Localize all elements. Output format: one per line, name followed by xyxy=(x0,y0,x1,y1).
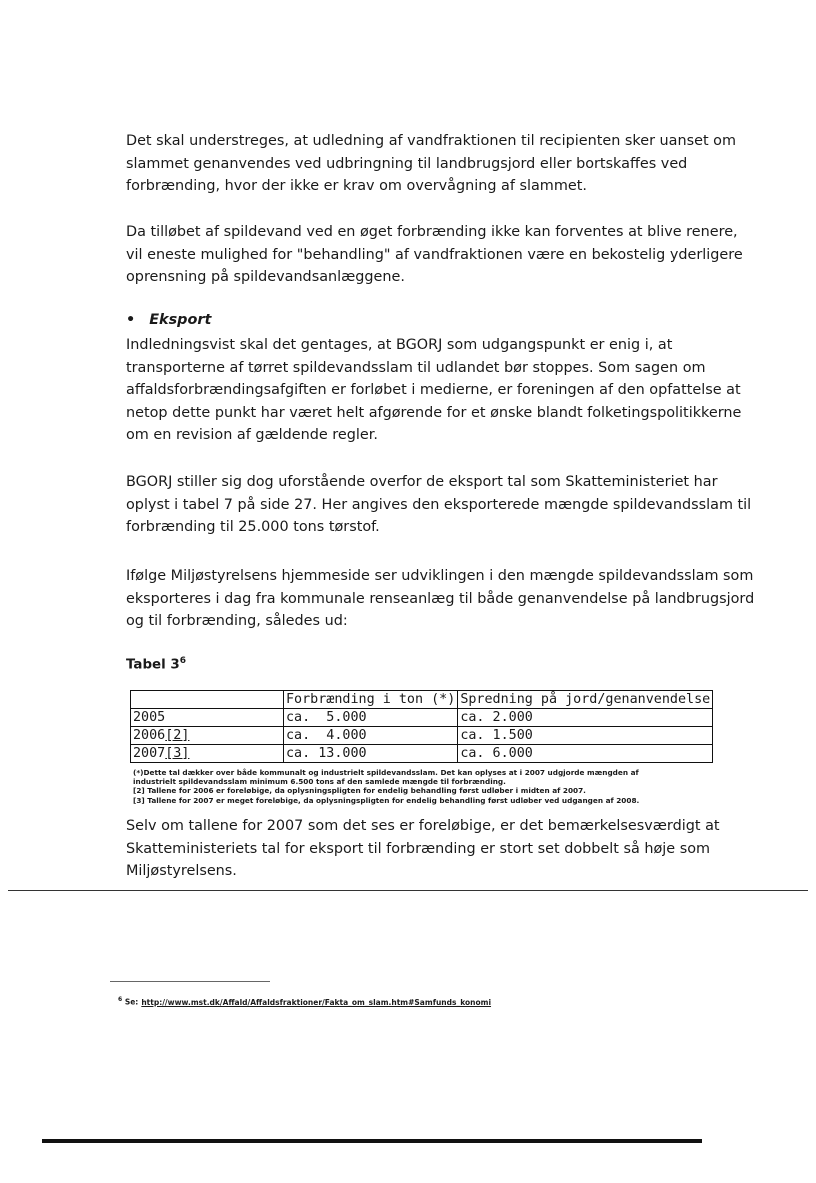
paragraph-mst-website xyxy=(126,565,755,633)
text-line: oprensning på spildevandsanlæggene. xyxy=(126,269,405,286)
table-cell-burn: ca. 5.000 xyxy=(284,709,458,727)
year-value: 2006 xyxy=(133,728,166,743)
table-notes xyxy=(133,768,693,805)
text-line: forbrænding til 25.000 tons tørstof. xyxy=(126,519,380,536)
table-header-cell: Forbrænding i ton (*) xyxy=(284,691,458,709)
text-line: BGORJ stiller sig dog uforstående overfor de eksport tal som Skatteministeriet har xyxy=(126,474,718,490)
footnote-separator xyxy=(110,981,270,982)
table-cell-spread: ca. 1.500 xyxy=(458,727,713,745)
footnote-marker: 6 xyxy=(118,996,123,1003)
footnote-ref: 6 xyxy=(179,656,186,666)
table-header-cell: Spredning på jord/genanvendelse xyxy=(458,691,713,709)
note-ref-link[interactable]: [2] xyxy=(165,728,190,743)
section-heading-export xyxy=(126,312,211,328)
section-heading-label: Eksport xyxy=(149,312,212,328)
text-line: eksporteres i dag fra kommunale renseanlæg til både genanvendelse på landbrugsjord xyxy=(126,590,755,607)
table-note: [3] Tallene for 2007 er meget foreløbige, da oplysningspligten for endelig behandling først udløber ved udgangen af 2008. xyxy=(133,795,640,805)
table-cell-burn: ca. 13.000 xyxy=(284,745,458,763)
table-cell-spread: ca. 6.000 xyxy=(458,745,713,763)
table-cell-burn: ca. 4.000 xyxy=(284,727,458,745)
table-cell-year xyxy=(131,745,284,763)
export-table xyxy=(130,690,713,763)
table-caption xyxy=(126,656,186,672)
bullet-icon: • xyxy=(126,312,136,328)
paragraph-conclusion xyxy=(126,815,736,883)
text-line: Da tilløbet af spildevand ved en øget forbrænding ikke kan forventes at blive renere, xyxy=(126,224,738,240)
year-value: 2007 xyxy=(133,746,166,761)
text-line: Miljøstyrelsens. xyxy=(126,863,237,880)
text-line: Det skal understreges, at udledning af vandfraktionen til recipienten sker uanset om xyxy=(126,133,737,149)
text-line: Indledningsvist skal det gentages, at BGORJ som udgangspunkt er enig i, at xyxy=(126,337,673,353)
text-line: Skatteministeriets tal for eksport til forbrænding er stort set dobbelt så høje som xyxy=(126,840,711,857)
footnote-link[interactable]: http://www.mst.dk/Affald/Affaldsfraktioner/Fakta_om_slam.htm#Samfunds_konomi xyxy=(141,997,492,1007)
table-row xyxy=(131,745,713,763)
scan-line-divider xyxy=(8,890,808,891)
table-note: [2] Tallene for 2006 er foreløbige, da oplysningspligten for endelig behandling først udløber i midten af 2007. xyxy=(133,786,586,796)
paragraph-export-intro xyxy=(126,334,742,447)
table-row xyxy=(131,709,713,727)
text-line: om en revision af gældende regler. xyxy=(126,427,378,444)
table-cell-year xyxy=(131,727,284,745)
text-line: Ifølge Miljøstyrelsens hjemmeside ser udviklingen i den mængde spildevandsslam som xyxy=(126,568,754,584)
text-line: transporterne af tørret spildevandsslam til udlandet bør stoppes. Som sagen om xyxy=(126,359,706,376)
bottom-border xyxy=(42,1139,702,1143)
text-line: forbrænding, hvor der ikke er krav om overvågning af slammet. xyxy=(126,178,587,195)
year-value: 2005 xyxy=(133,710,166,725)
text-line: affaldsforbrændingsafgiften er forløbet i medierne, er foreningen af den opfattelse at xyxy=(126,382,741,399)
paragraph-export-figures xyxy=(126,471,752,539)
table-cell-spread: ca. 2.000 xyxy=(458,709,713,727)
table-note: industrielt spildevandsslam minimum 6.500 tons af den samlede mængde til forbrænding. xyxy=(133,777,506,787)
text-line: Selv om tallene for 2007 som det ses er foreløbige, er det bemærkelsesværdigt at xyxy=(126,818,720,834)
paragraph-treatment xyxy=(126,221,743,289)
text-line: oplyst i tabel 7 på side 27. Her angives den eksporterede mængde spildevandsslam til xyxy=(126,496,752,513)
table-header-cell xyxy=(131,691,284,709)
table-note: (*)Dette tal dækker over både kommunalt og industrielt spildevandsslam. Det kan oplyses at i 2007 udgjorde mængden af xyxy=(133,768,639,777)
paragraph-wastewater-discharge xyxy=(126,130,736,198)
text-line: og til forbrænding, således ud: xyxy=(126,613,348,630)
table-cell-year xyxy=(131,709,284,727)
text-line: netop dette punkt har været helt afgørende for et ønske blandt folketingspolitikkerne xyxy=(126,404,742,421)
table-caption-label: Tabel 3 xyxy=(126,657,180,673)
text-line: slammet genanvendes ved udbringning til landbrugsjord eller bortskaffes ved xyxy=(126,155,688,172)
table-header-row xyxy=(131,691,713,709)
text-line: vil eneste mulighed for "behandling" af vandfraktionen være en bekostelig yderligere xyxy=(126,246,743,263)
footnote xyxy=(118,996,491,1007)
table-row xyxy=(131,727,713,745)
note-ref-link[interactable]: [3] xyxy=(165,746,190,761)
footnote-label: Se: xyxy=(124,997,139,1007)
